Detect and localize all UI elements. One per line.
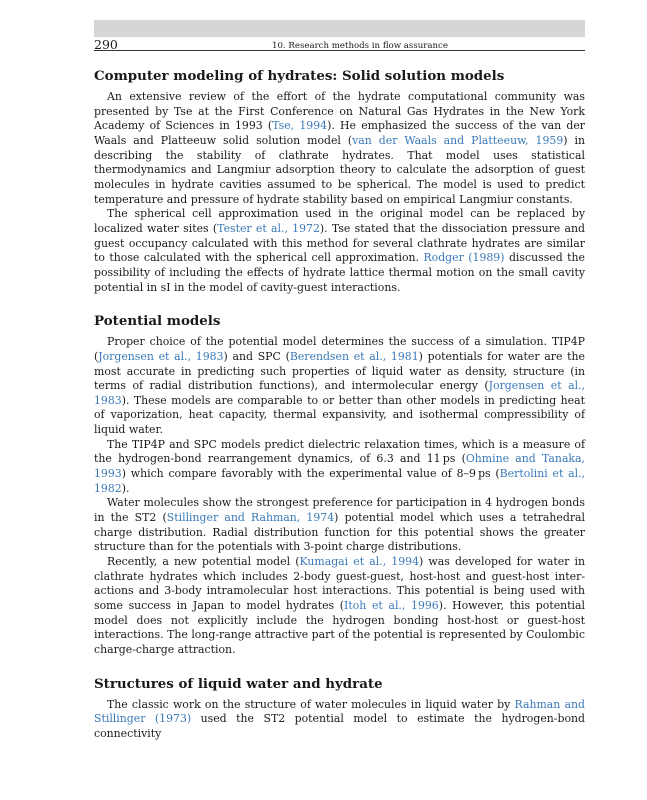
section-heading-structures: Structures of liquid water and hydrate: [94, 675, 383, 692]
citation-link[interactable]: Kumagai et al., 1994: [299, 555, 420, 569]
citation-link[interactable]: Bertolini et al., 1982: [94, 467, 586, 495]
citation-link[interactable]: van der Waals and Platteeuw, 1959: [352, 133, 564, 147]
section-heading-solid-solution: Computer modeling of hydrates: Solid solution models: [94, 68, 505, 84]
header-band: [94, 20, 585, 37]
citation-link[interactable]: Rodger (1989): [423, 251, 505, 265]
paragraph: Proper choice of the potential model determines the success of a simulation. TIP4P (Jorgensen et al., 1983) and SPC (Berendsen et al., 1981) potentials for water are the most accurate in predicting such properties of liquid water as density, structure (in terms of radial distribution functions), and intermolecular energy (Jorgensen et al., 1983). These models are comparable to or better than other models in predicting heat of vaporization, heat capacity, thermal expansivity, and isothermal compressibility of liquid water.: [94, 335, 585, 437]
running-head: 10. Research methods in flow assurance: [272, 41, 448, 51]
article-body: [94, 58, 585, 742]
header-rule: [94, 50, 585, 51]
citation-link[interactable]: Ohmine and Tanaka, 1993: [94, 452, 585, 481]
citation-link[interactable]: Berendsen et al., 1981: [289, 349, 419, 363]
citation-link[interactable]: Jorgensen et al., 1983: [94, 379, 585, 407]
citation-link[interactable]: Itoh et al., 1996: [344, 599, 439, 612]
citation-link[interactable]: Jorgensen et al., 1983: [98, 349, 224, 363]
paragraph: Water molecules show the strongest preference for participation in 4 hydrogen bonds in the ST2 (Stillinger and Rahman, 1974) potential model which uses a tetrahedral charge distribution. Radial distribution function for this potential shows the greater structure than for the potentials with 3-point charge distributions.: [94, 496, 586, 554]
citation-link[interactable]: Tester et al., 1972: [217, 221, 320, 235]
citation-link[interactable]: Tse, 1994: [272, 119, 328, 133]
citation-link[interactable]: Rahman and Stillinger (1973): [94, 697, 585, 726]
paragraph: The classic work on the structure of water molecules in liquid water by Rahman and Stillinger (1973) used the ST2 potential model to estimate the hydrogen-bond connectivity: [94, 697, 585, 740]
section-heading-potential-models: Potential models: [94, 313, 221, 330]
page-number: 290: [94, 37, 118, 52]
citation-link[interactable]: Stillinger and Rahman, 1974: [166, 511, 335, 525]
paragraph: An extensive review of the effort of the hydrate computational community was presented by Tse at the First Conference on Natural Gas Hydrates in the New York Academy of Sciences in 1993 (Tse, 1994). He emphasized the success of the van der Waals and Platteeuw solid solution model (van der Waals and Platteeuw, 1959) in describing the stability of clathrate hydrates. That model uses statistical thermodynamics and Langmiur adsorption theory to calculate the adsorption of guest molecules in hydrate cavities assumed to be spherical. The model is used to predict temperature and pressure of hydrate stability based on empirical Langmiur constants.: [94, 90, 586, 206]
paragraph: Recently, a new potential model (Kumagai et al., 1994) was developed for water in clathrate hydrates which includes 2-body guest-guest, host-host and guest-host interactions and 3-body intramolecular host interactions. This potential is being used with some success in Japan to model hydrates (Itoh et al., 1996). However, this potential model does not explicitly include the hydrogen bonding host-host or guest-host interactions. The long-range attractive part of the potential is represented by Coulombic charge-charge attraction.: [94, 555, 585, 656]
paragraph: The spherical cell approximation used in the original model can be replaced by localized water sites (Tester et al., 1972). Tse stated that the dissociation pressure and guest occupancy calculated with this method for several clathrate hydrates are similar to those calculated with the spherical cell approximation. Rodger (1989) discussed the possibility of including the effects of hydrate lattice thermal motion on the small cavity potential in sI in the model of cavity-guest interactions.: [94, 207, 585, 294]
paragraph: The TIP4P and SPC models predict dielectric relaxation times, which is a measure of the hydrogen-bond rearrangement dynamics, of 6.3 and 11 ps (Ohmine and Tanaka, 1993) which compare favorably with the experimental value of 8–9 ps (Bertolini et al., 1982).: [94, 437, 586, 495]
